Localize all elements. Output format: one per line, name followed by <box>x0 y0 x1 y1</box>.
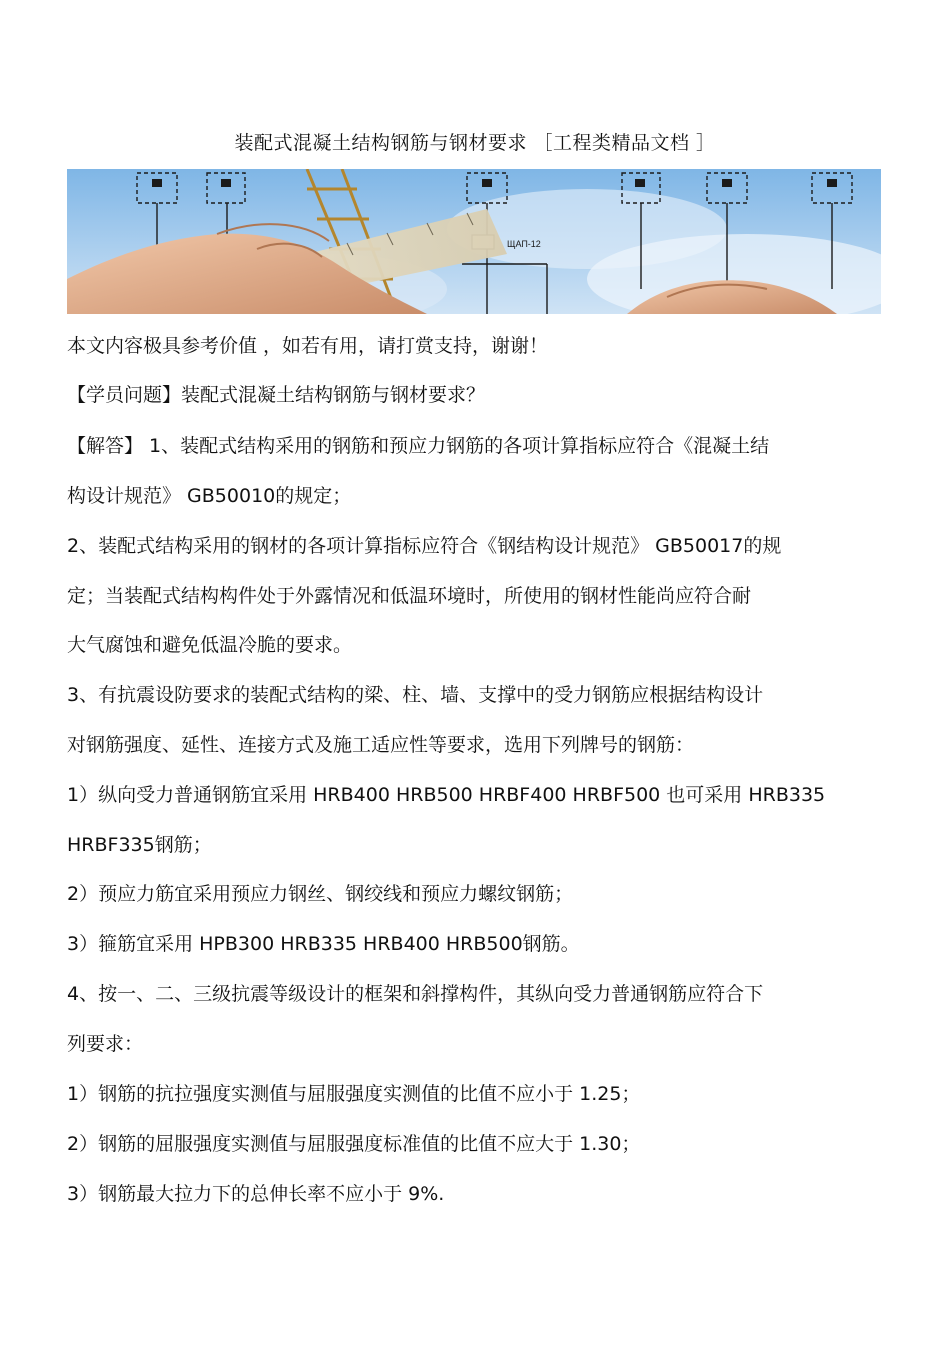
answer-paragraph-line: 3、有抗震设防要求的装配式结构的梁、柱、墙、支撑中的受力钢筋应根据结构设计 <box>67 684 764 706</box>
answer-paragraph-line: 大气腐蚀和避免低温冷脆的要求。 <box>67 634 353 656</box>
banner-image <box>67 169 881 314</box>
list-item: 2）预应力筋宜采用预应力钢丝、钢绞线和预应力螺纹钢筋； <box>67 883 574 905</box>
answer-paragraph-line: 对钢筋强度、延性、连接方式及施工适应性等要求，选用下列牌号的钢筋： <box>67 734 695 756</box>
list-item-continuation: HRBF335钢筋； <box>67 834 212 856</box>
answer-paragraph-line: 构设计规范》 GB50010的规定； <box>67 485 352 507</box>
list-item: 1）钢筋的抗拉强度实测值与屈服强度实测值的比值不应小于 1.25； <box>67 1083 641 1105</box>
list-item: 2）钢筋的屈服强度实测值与屈服强度标准值的比值不应大于 1.30； <box>67 1133 641 1155</box>
document-title: 装配式混凝土结构钢筋与钢材要求 ［工程类精品文档 ］ <box>234 132 716 154</box>
list-item: 1）纵向受力普通钢筋宜采用 HRB400 HRB500 HRBF400 HRBF500 也可采用 HRB335 <box>67 784 826 806</box>
banner-panel-label: ЩАП-12 <box>507 239 541 249</box>
answer-paragraph-line: 2、装配式结构采用的钢材的各项计算指标应符合《钢结构设计规范》 GB50017的规 <box>67 535 782 557</box>
list-item: 3）箍筋宜采用 HPB300 HRB335 HRB400 HRB500钢筋。 <box>67 933 580 955</box>
question-heading: 【学员问题】装配式混凝土结构钢筋与钢材要求？ <box>67 384 486 406</box>
list-item: 3）钢筋最大拉力下的总伸长率不应小于 9%. <box>67 1183 445 1205</box>
answer-paragraph-line: 【解答】 1、装配式结构采用的钢筋和预应力钢筋的各项计算指标应符合《混凝土结 <box>67 435 770 457</box>
intro-note: 本文内容极具参考价值 ，如若有用，请打赏支持，谢谢！ <box>67 335 549 357</box>
answer-paragraph-line: 列要求： <box>67 1033 144 1055</box>
answer-paragraph-line: 定；当装配式结构构件处于外露情况和低温环境时，所使用的钢材性能尚应符合耐 <box>67 585 752 607</box>
answer-paragraph-line: 4、按一、二、三级抗震等级设计的框架和斜撑构件，其纵向受力普通钢筋应符合下 <box>67 983 764 1005</box>
